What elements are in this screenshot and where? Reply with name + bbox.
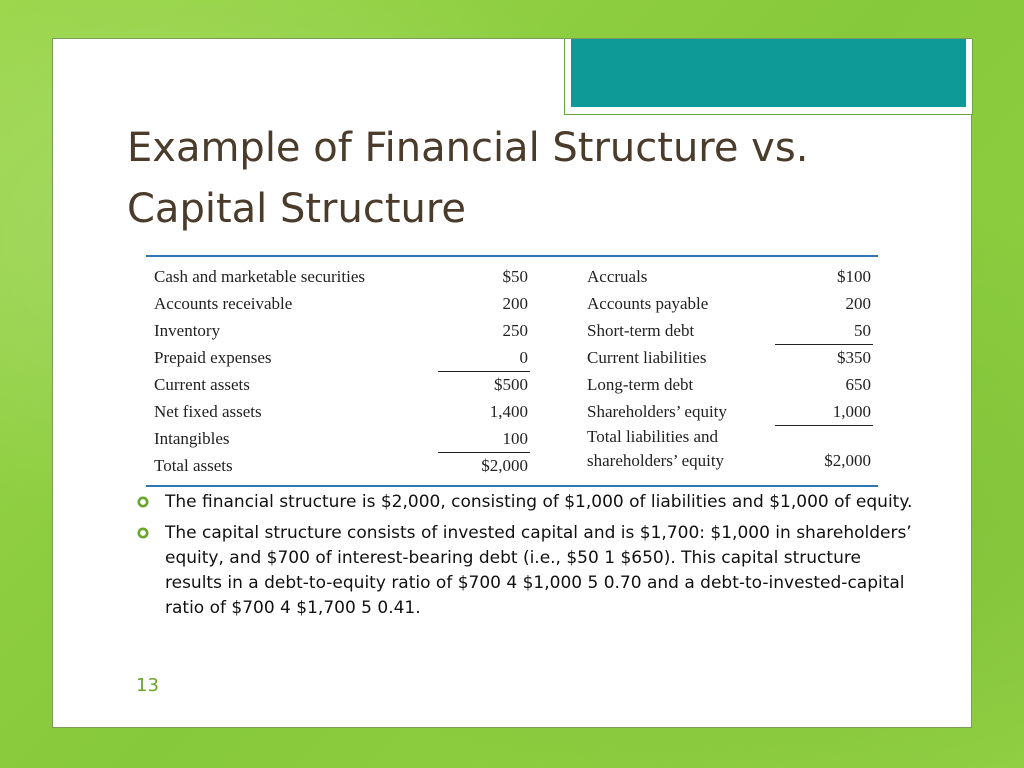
bullet-text: The capital structure consists of invested capital and is $1,700: $1,000 in shareholders’ equity, and $700 of interest-bearing debt (i.e., $50 1 $650). This capital structure results in a debt-to-equity ratio of $700 4 $1,000 5 0.70 and a debt-to-invested-capital ratio of $700 4 $1,700 5 0.41.: [165, 523, 912, 618]
table-row: [146, 317, 528, 344]
table-row: [587, 344, 871, 371]
asset-label: Accounts receivable: [154, 294, 293, 313]
bullet-text: The financial structure is $2,000, consisting of $1,000 of liabilities and $1,000 of equity.: [165, 492, 913, 512]
liability-label: Accounts payable: [587, 294, 709, 313]
liability-label-line1: Total liabilities and: [587, 427, 719, 446]
asset-value: 200: [502, 294, 528, 313]
asset-value: $50: [502, 267, 528, 286]
table-row: [587, 290, 871, 317]
bullet-list: [137, 490, 917, 627]
table-row: [587, 371, 871, 398]
table-row: [587, 398, 871, 425]
table-row: [146, 371, 528, 398]
liability-value: 1,000: [832, 402, 871, 421]
slide-title: [127, 118, 927, 240]
asset-value: 0: [519, 348, 528, 367]
liability-label: [587, 425, 724, 473]
liability-label-line2: shareholders’ equity: [587, 451, 725, 470]
liability-value: 200: [845, 294, 871, 313]
asset-value: $500: [494, 375, 528, 394]
liability-label: Current liabilities: [587, 348, 707, 367]
table-row: [587, 263, 871, 290]
liability-label: Accruals: [587, 267, 648, 286]
page-number: 13: [136, 675, 159, 696]
table-row: [146, 452, 528, 479]
asset-value: 1,400: [489, 402, 528, 421]
table-row: [587, 317, 871, 344]
asset-label: Prepaid expenses: [154, 348, 272, 367]
table-row: [146, 290, 528, 317]
liability-label: Shareholders’ equity: [587, 402, 727, 421]
table-row: [587, 425, 871, 475]
liability-value: 50: [854, 321, 871, 340]
assets-column: [146, 257, 528, 485]
asset-label: Total assets: [154, 456, 233, 475]
asset-value: 250: [502, 321, 528, 340]
table-row: [146, 263, 528, 290]
liability-value: 650: [845, 375, 871, 394]
liability-value: $100: [837, 267, 871, 286]
asset-label: Intangibles: [154, 429, 230, 448]
table-row: [146, 344, 528, 371]
table-row: [146, 425, 528, 452]
liability-label: Short-term debt: [587, 321, 695, 340]
circle-bullet-icon: [137, 496, 149, 508]
liability-value: $2,000: [824, 451, 871, 470]
list-item: [137, 521, 917, 621]
balance-sheet-table: [146, 255, 878, 487]
list-item: [137, 490, 917, 515]
slide-title-line2: Capital Structure: [127, 186, 467, 232]
slide-title-line1: Example of Financial Structure vs.: [127, 125, 809, 171]
asset-value: $2,000: [481, 456, 528, 475]
asset-label: Cash and marketable securities: [154, 267, 366, 286]
asset-label: Current assets: [154, 375, 250, 394]
table-row: [146, 398, 528, 425]
liability-value: $350: [837, 348, 871, 367]
asset-label: Net fixed assets: [154, 402, 262, 421]
liabilities-column: [587, 257, 871, 485]
circle-bullet-icon: [137, 527, 149, 539]
asset-value: 100: [502, 429, 528, 448]
asset-label: Inventory: [154, 321, 221, 340]
header-accent-tab: [571, 39, 966, 107]
liability-label: Long-term debt: [587, 375, 694, 394]
